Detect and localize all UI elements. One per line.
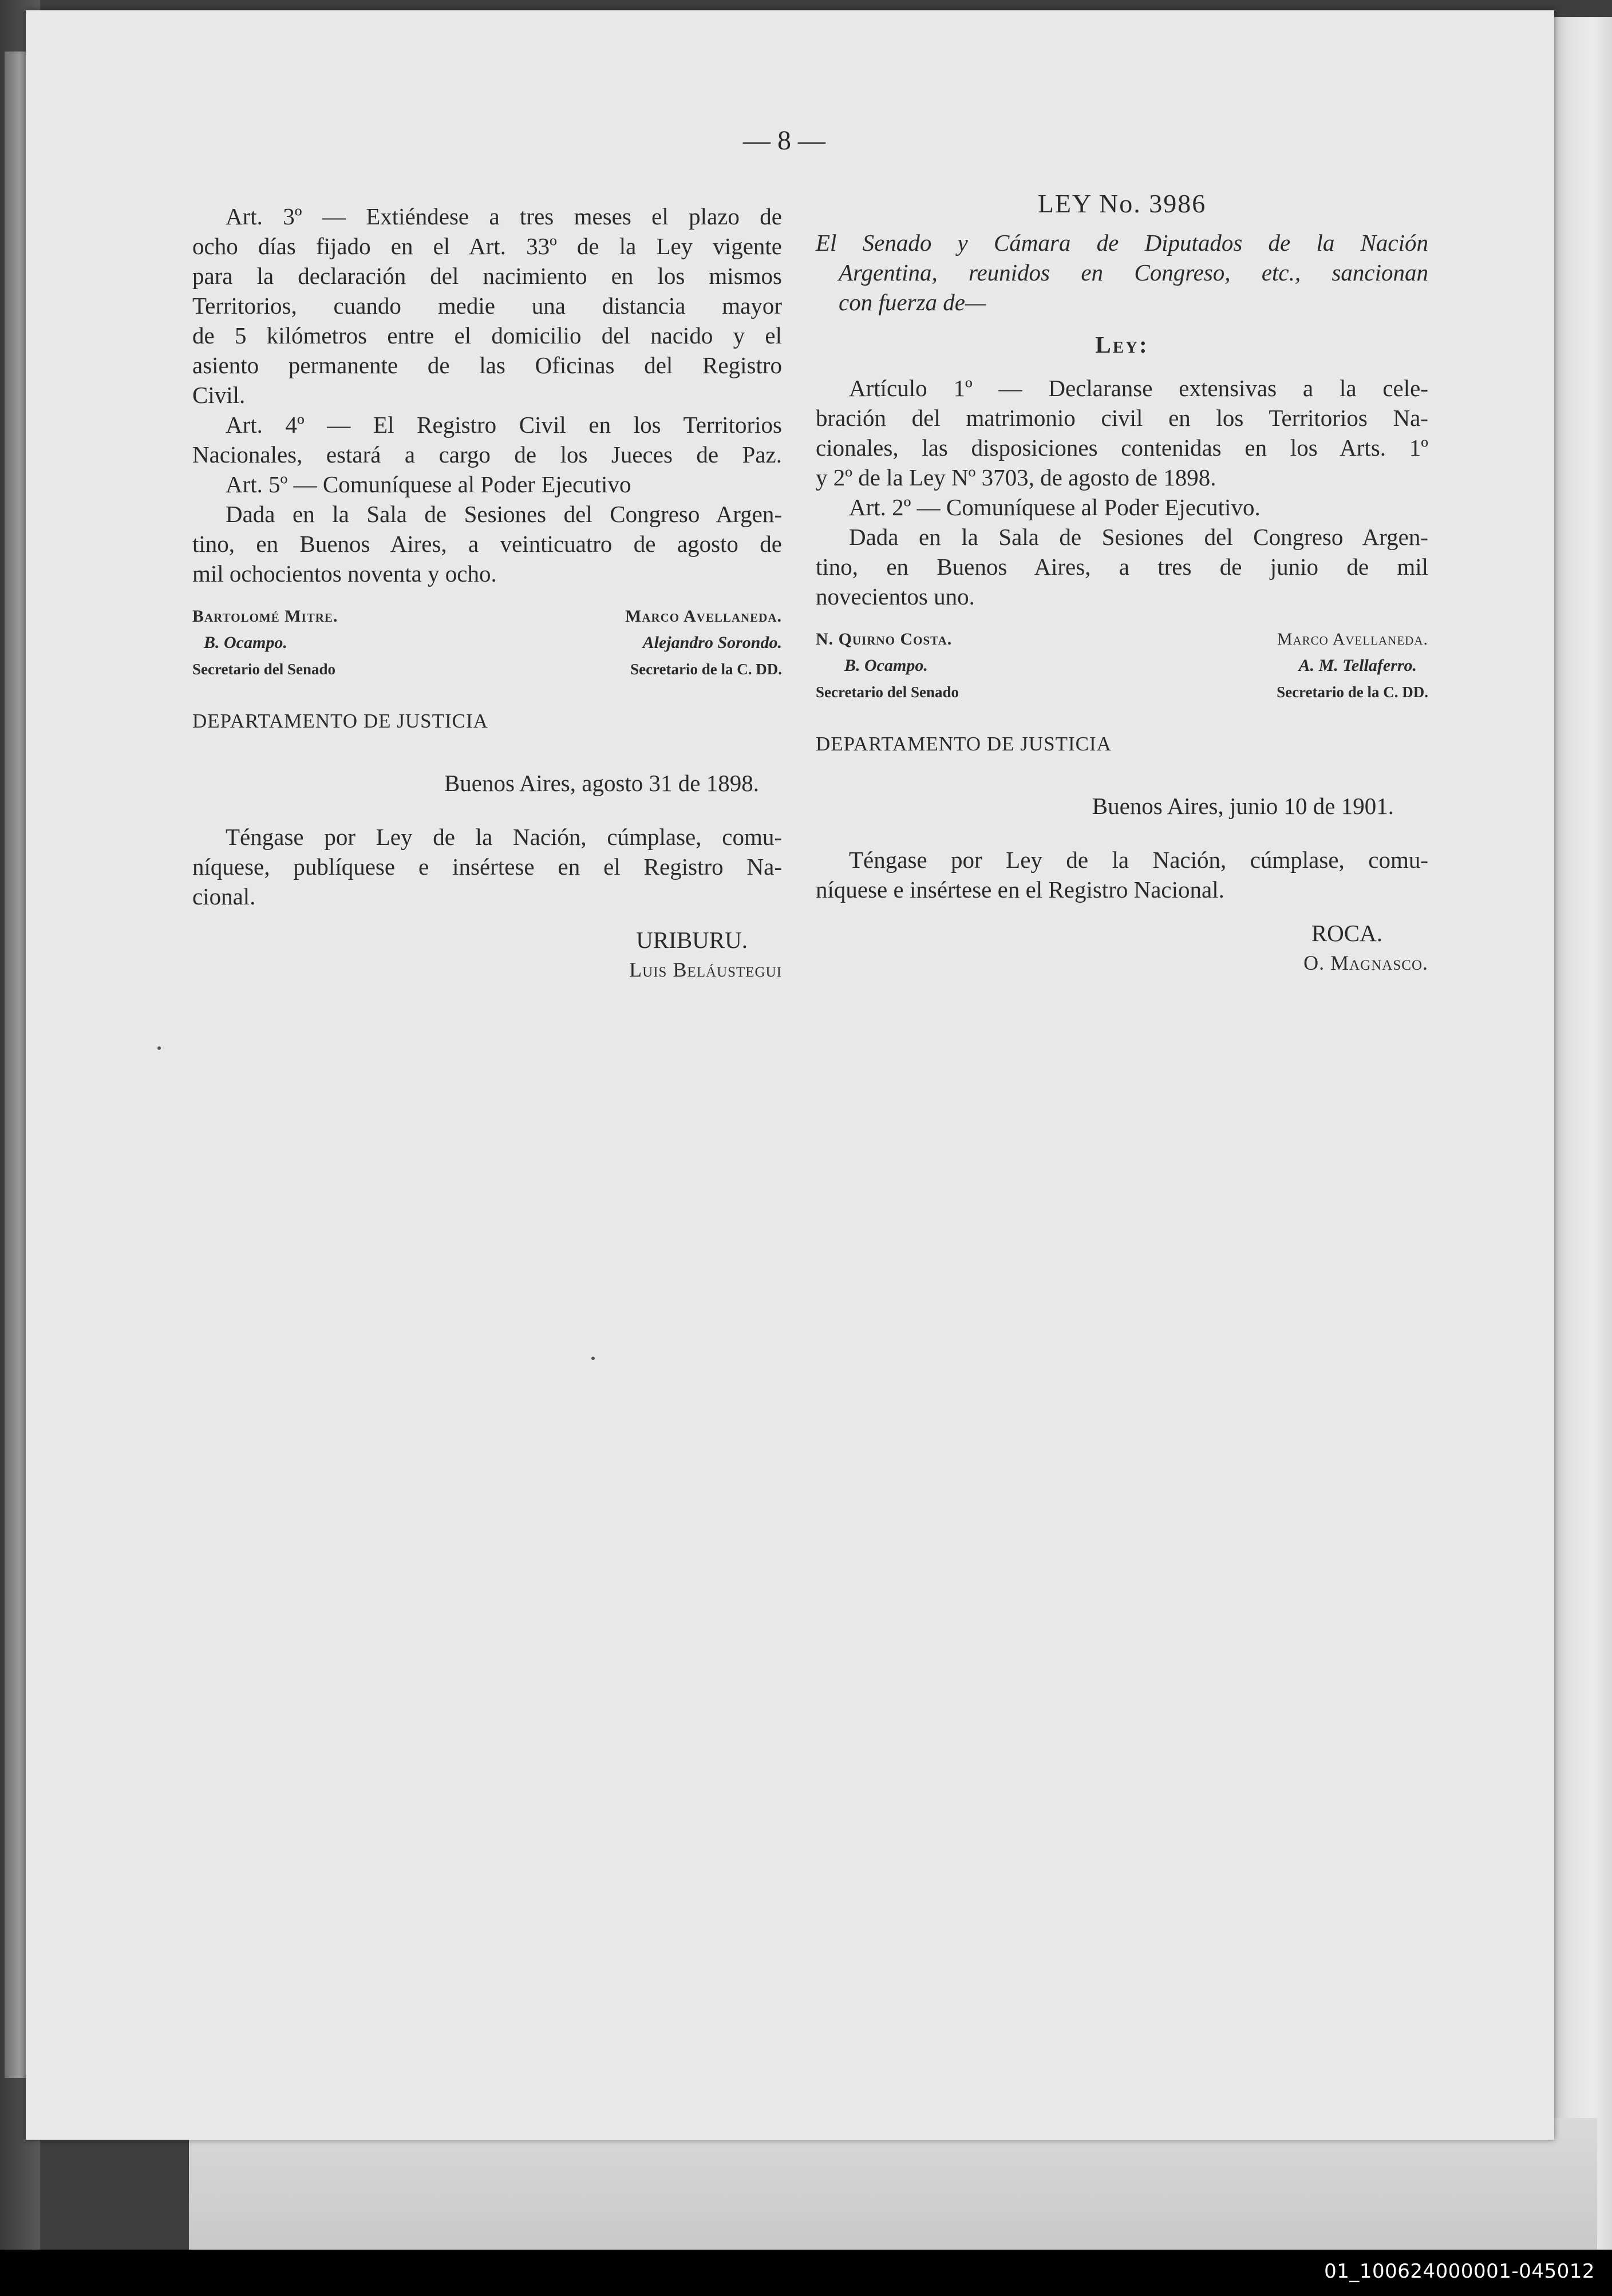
facing-page-edge [1546,17,1612,2284]
secretary-name: A. M. Tellaferro. [1298,656,1417,675]
ink-speck [591,1357,595,1360]
signature-block [816,626,1428,712]
decree-line: níquese e insértese en el Registro Nacional. [816,876,1224,903]
body-line: tino, en Buenos Aires, a veinticuatro de agosto de [192,531,782,557]
body-line: cionales, las disposiciones contenidas en los Arts. 1º [816,434,1428,461]
preamble-line: El Senado y Cámara de Diputados de la Nación [816,230,1428,256]
signatory-role: Secretario del Senado [816,683,959,701]
minister-signature: O. Magnasco. [1303,951,1428,974]
body-line: Art. 3º — Extiéndese a tres meses el plazo de [226,203,782,230]
preamble-line: con fuerza de— [839,289,986,315]
department-heading: DEPARTAMENTO DE JUSTICIA [816,733,1112,755]
body-line: Territorios, cuando medie una distancia mayor [192,293,782,319]
signatory-name: N. Quirno Costa. [816,630,953,649]
body-line: asiento permanente de las Oficinas del Registro [192,352,782,378]
right-column [816,189,1428,978]
decree-date: Buenos Aires, junio 10 de 1901. [1092,793,1394,819]
minister-signature: Luis Beláustegui [629,958,782,981]
body-line: mil ochocientos noventa y ocho. [192,560,497,587]
body-line: Art. 4º — El Registro Civil en los Territorios [226,412,782,438]
signatory-name: Marco Avellaneda. [1277,630,1428,649]
scan-label: 01_100624000001-045012 [1324,2260,1595,2283]
law-title: LEY No. 3986 [1037,189,1207,218]
signatory-role: Secretario de la C. DD. [630,661,782,678]
preamble-line: Argentina, reunidos en Congreso, etc., sancionan [839,259,1428,286]
president-signature: URIBURU. [636,927,748,953]
secretary-name: B. Ocampo. [204,633,287,652]
body-line: tino, en Buenos Aires, a tres de junio de mil [816,554,1428,580]
body-line: Art. 2º — Comuníquese al Poder Ejecutivo. [849,494,1261,520]
signature-block [192,603,782,689]
decree-line: Téngase por Ley de la Nación, cúmplase, comu- [849,847,1428,873]
body-line: Dada en la Sala de Sesiones del Congreso Argen- [226,501,782,527]
decree-date: Buenos Aires, agosto 31 de 1898. [444,770,759,796]
body-line: bración del matrimonio civil en los Territorios Na- [816,405,1428,431]
body-line: Art. 5º — Comuníquese al Poder Ejecutivo [226,471,631,497]
body-line: y 2º de la Ley Nº 3703, de agosto de 1898. [816,464,1216,491]
secretary-name: Alejandro Sorondo. [642,633,782,652]
signatory-name: Marco Avellaneda. [625,607,782,626]
president-signature: ROCA. [1311,920,1382,946]
secretary-name: B. Ocampo. [844,656,928,675]
body-line: para la declaración del nacimiento en los mismos [192,263,782,289]
body-line: ocho días fijado en el Art. 33º de la Ley vigente [192,233,782,259]
body-line: Dada en la Sala de Sesiones del Congreso Argen- [849,524,1428,550]
body-line: Nacionales, estará a cargo de los Jueces de Paz. [192,441,782,468]
signatory-name: Bartolomé Mitre. [192,607,338,626]
signatory-role: Secretario de la C. DD. [1277,683,1428,701]
page-number: — 8 — [743,125,825,156]
body-line: novecientos uno. [816,583,975,610]
decree-line: níquese, publíquese e insértese en el Registro Na- [192,853,782,880]
body-line: de 5 kilómetros entre el domicilio del nacido y el [192,322,782,349]
left-column [192,201,782,985]
ley-heading: Ley: [1095,331,1149,358]
body-line: Civil. [192,382,246,408]
decree-line: Téngase por Ley de la Nación, cúmplase, comu- [226,824,782,850]
body-line: Artículo 1º — Declaranse extensivas a la cele- [849,375,1428,401]
decree-line: cional. [192,883,256,910]
ink-speck [157,1046,161,1050]
department-heading: DEPARTAMENTO DE JUSTICIA [192,710,488,732]
signatory-role: Secretario del Senado [192,661,335,678]
